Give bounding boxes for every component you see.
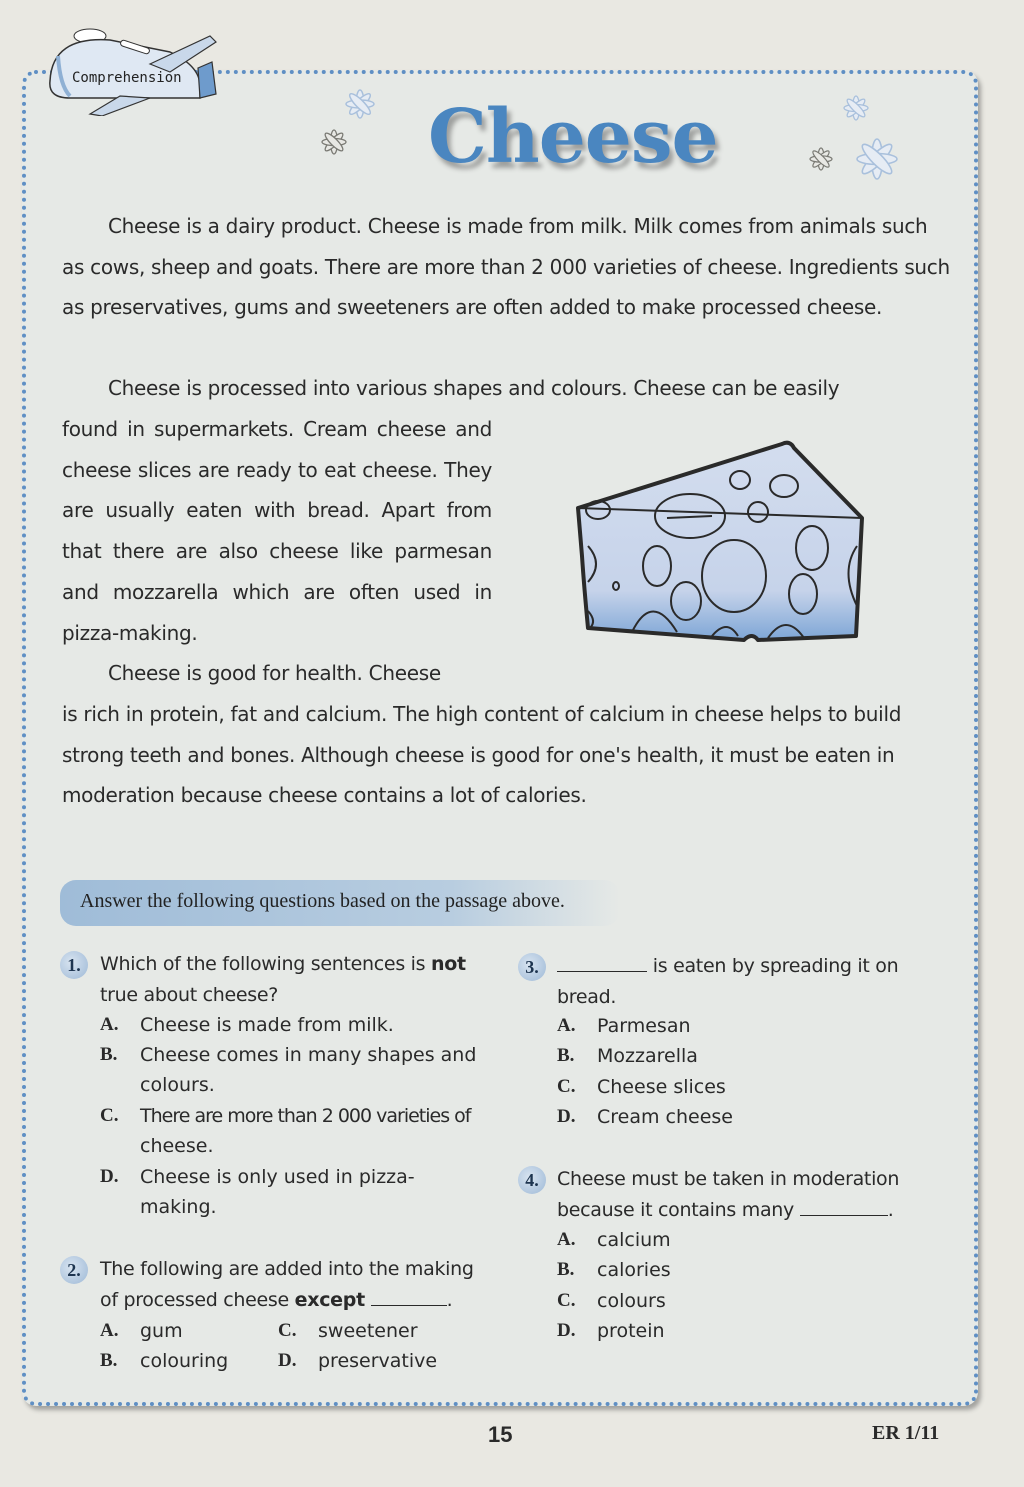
option-text: Cheese is made from milk. bbox=[140, 1014, 394, 1036]
option-text: calories bbox=[597, 1259, 671, 1281]
question-text: bread. bbox=[557, 985, 617, 1008]
question-number-badge: 1. bbox=[60, 951, 88, 979]
answer-blank bbox=[371, 1287, 447, 1306]
passage-paragraph-2-line-1 bbox=[62, 368, 952, 409]
option-letter: A. bbox=[100, 1320, 119, 1341]
option-letter: D. bbox=[278, 1350, 297, 1371]
question-text: The following are added into the making bbox=[100, 1258, 474, 1280]
option-text: preservative bbox=[318, 1350, 438, 1372]
option-letter: C. bbox=[100, 1105, 119, 1126]
question-2-text bbox=[100, 1254, 520, 1315]
option-text: protein bbox=[597, 1320, 665, 1342]
question-2-option-d[interactable] bbox=[278, 1346, 478, 1376]
question-1-text bbox=[100, 949, 500, 1010]
option-text: making. bbox=[140, 1196, 217, 1218]
question-text: . bbox=[446, 1288, 453, 1311]
instruction-text: Answer the following questions based on the passage above. bbox=[80, 890, 565, 912]
question-4-text bbox=[557, 1164, 957, 1225]
option-letter: C. bbox=[557, 1076, 576, 1097]
question-3-option-b[interactable] bbox=[557, 1041, 937, 1071]
question-text: is eaten by spreading it on bbox=[652, 955, 899, 977]
question-2-option-b[interactable] bbox=[100, 1346, 260, 1376]
option-text: There are more than 2 000 varieties of bbox=[140, 1105, 471, 1127]
option-text: cheese. bbox=[140, 1135, 214, 1157]
instruction-banner bbox=[60, 880, 620, 926]
option-letter: A. bbox=[557, 1015, 576, 1036]
question-text: true about cheese? bbox=[100, 983, 279, 1006]
option-letter: B. bbox=[557, 1259, 575, 1280]
question-text: of processed cheese bbox=[100, 1288, 289, 1311]
passage-text: Cheese is good for health. Cheese bbox=[108, 661, 441, 685]
option-letter: B. bbox=[100, 1044, 118, 1065]
option-text: Cream cheese bbox=[597, 1106, 733, 1128]
question-text: Which of the following sentences is bbox=[100, 953, 426, 975]
option-text: colours bbox=[597, 1290, 666, 1312]
passage-paragraph-2-rest: found in supermarkets. Cream cheese and cheese slices are ready to eat cheese. They are usually eaten with bread. Apart from that there are also cheese like parmesan and mozzarella which are often used in pizza-making. bbox=[62, 417, 492, 645]
section-badge-label: Comprehension bbox=[72, 70, 182, 86]
passage-text: Cheese is a dairy product. Cheese is made from milk. Milk comes from animals such as cows, sheep and goats. There are more than 2 000 varieties of cheese. Ingredients such as preservatives, gums and sweeteners are often added to make processed cheese. bbox=[62, 214, 950, 320]
question-text: Cheese must be taken in moderation bbox=[557, 1168, 900, 1190]
question-3-text bbox=[557, 951, 957, 1012]
answer-blank bbox=[557, 953, 647, 972]
edition-code: ER 1/11 bbox=[872, 1422, 940, 1444]
flower-icon bbox=[806, 144, 836, 174]
answer-blank bbox=[800, 1197, 888, 1216]
option-text: calcium bbox=[597, 1229, 671, 1251]
cheese-illustration bbox=[572, 436, 872, 646]
question-2-option-a[interactable] bbox=[100, 1316, 260, 1346]
flower-icon bbox=[840, 92, 872, 124]
question-1-option-d[interactable] bbox=[100, 1162, 500, 1223]
question-1-option-a[interactable] bbox=[100, 1010, 500, 1040]
question-text: because it contains many bbox=[557, 1198, 794, 1221]
option-text: gum bbox=[140, 1320, 183, 1342]
option-text: colouring bbox=[140, 1350, 229, 1372]
option-text: Cheese is only used in pizza- bbox=[140, 1166, 415, 1188]
question-3-option-d[interactable] bbox=[557, 1102, 937, 1132]
question-2-option-c[interactable] bbox=[278, 1316, 478, 1346]
question-4-option-a[interactable] bbox=[557, 1225, 937, 1255]
option-letter: A. bbox=[557, 1229, 576, 1250]
question-4-option-d[interactable] bbox=[557, 1316, 937, 1346]
passage-paragraph-1 bbox=[62, 206, 952, 328]
option-text: Mozzarella bbox=[597, 1045, 698, 1067]
passage-text: Cheese is processed into various shapes and colours. Cheese can be easily bbox=[108, 376, 840, 400]
option-text: colours. bbox=[140, 1074, 215, 1096]
question-emphasis: not bbox=[430, 953, 466, 975]
passage-paragraph-3-line-1 bbox=[62, 653, 492, 694]
option-letter: B. bbox=[100, 1350, 118, 1371]
question-4-option-c[interactable] bbox=[557, 1286, 937, 1316]
question-emphasis: except bbox=[294, 1288, 365, 1311]
option-text: Parmesan bbox=[597, 1015, 691, 1037]
flower-icon bbox=[852, 134, 902, 184]
flower-icon bbox=[318, 126, 350, 158]
question-text: . bbox=[887, 1198, 894, 1221]
question-number-badge: 3. bbox=[518, 953, 546, 981]
question-1-option-b[interactable] bbox=[100, 1040, 500, 1101]
question-3-option-c[interactable] bbox=[557, 1072, 937, 1102]
passage-paragraph-3-rest: is rich in protein, fat and calcium. The high content of calcium in cheese helps to build strong teeth and bones. Although cheese is good for one's health, it must be eaten in moderation because cheese contains a lot of calories. bbox=[62, 702, 902, 808]
option-letter: B. bbox=[557, 1045, 575, 1066]
option-letter: C. bbox=[557, 1290, 576, 1311]
question-number-badge: 4. bbox=[518, 1166, 546, 1194]
option-letter: A. bbox=[100, 1014, 119, 1035]
option-text: Cheese comes in many shapes and bbox=[140, 1044, 477, 1066]
option-letter: D. bbox=[557, 1320, 576, 1341]
question-3-option-a[interactable] bbox=[557, 1011, 937, 1041]
question-1-option-c[interactable] bbox=[100, 1101, 500, 1162]
page-title: Cheese bbox=[428, 94, 718, 180]
page-number: 15 bbox=[488, 1422, 513, 1447]
option-text: Cheese slices bbox=[597, 1076, 726, 1098]
option-letter: D. bbox=[557, 1106, 576, 1127]
option-letter: C. bbox=[278, 1320, 297, 1341]
question-4-option-b[interactable] bbox=[557, 1255, 937, 1285]
option-letter: D. bbox=[100, 1166, 119, 1187]
option-text: sweetener bbox=[318, 1320, 418, 1342]
question-number-badge: 2. bbox=[60, 1256, 88, 1284]
flower-icon bbox=[342, 86, 378, 122]
